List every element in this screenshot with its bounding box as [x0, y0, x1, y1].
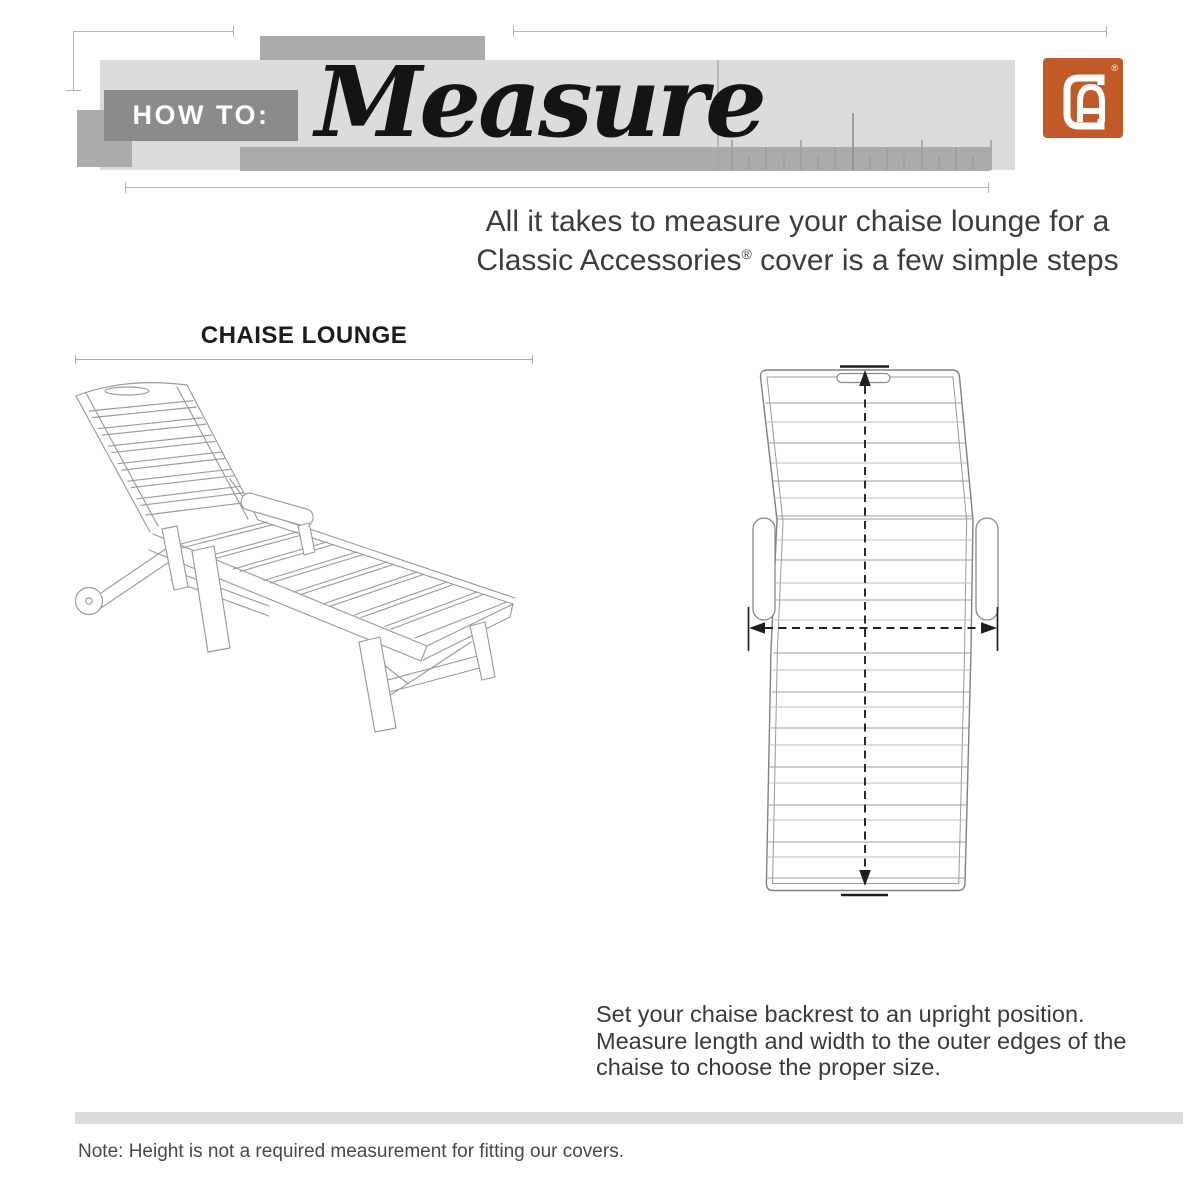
instruction-line2: Measure length and width to the outer edges of the	[596, 1027, 1127, 1054]
instruction-line3: chaise to choose the proper size.	[596, 1054, 941, 1080]
underline-tick-left	[75, 355, 76, 364]
frame-braces	[101, 548, 487, 698]
section-label-underline	[75, 359, 533, 360]
section-label-chaise-lounge: CHAISE LOUNGE	[200, 322, 408, 349]
intro-line1: All it takes to measure your chaise lounge for a	[485, 205, 1110, 238]
intro-line2-suffix: cover is a few simple steps	[751, 244, 1119, 277]
how-to-kicker-label: HOW TO:	[132, 100, 270, 130]
accent-tick	[513, 26, 514, 37]
wheel	[76, 588, 103, 615]
topdown-slats	[765, 403, 973, 878]
accent-tick	[1106, 26, 1107, 37]
accent-line-top-right	[513, 31, 1107, 32]
topdown-armrests	[753, 518, 998, 620]
width-measurement	[749, 607, 998, 651]
accent-tick	[125, 182, 126, 193]
accent-tick	[66, 90, 81, 91]
intro-line2-prefix: Classic Accessories	[476, 244, 742, 277]
registered-mark: ®	[1111, 63, 1118, 73]
intro-registered-mark: ®	[741, 246, 752, 262]
accent-tick	[233, 26, 234, 37]
underline-tick-right	[532, 355, 533, 364]
intro-text	[355, 202, 1200, 280]
arrow-right-icon	[981, 622, 997, 633]
chaise-perspective-drawing	[55, 380, 535, 752]
accent-line-bottom	[125, 187, 989, 188]
topdown-body	[760, 370, 973, 891]
chaise-topdown-measurement-diagram	[725, 350, 1015, 910]
length-measurement	[840, 367, 889, 896]
arrow-left-icon	[749, 622, 765, 633]
footer-divider-band	[75, 1112, 1183, 1124]
backrest	[76, 383, 258, 532]
instruction-text	[596, 1001, 1136, 1081]
page-title: Measure	[315, 45, 764, 159]
accent-tick	[988, 182, 989, 193]
accent-line-top-left	[73, 31, 234, 32]
footer-note: Note: Height is not a required measurement for fitting our covers.	[78, 1141, 624, 1162]
accent-line-left-vertical	[73, 31, 74, 91]
classic-accessories-logo	[1043, 58, 1123, 138]
instruction-line1: Set your chaise backrest to an upright position.	[596, 1001, 1085, 1027]
legs	[162, 526, 495, 732]
how-to-kicker-box	[104, 90, 298, 141]
